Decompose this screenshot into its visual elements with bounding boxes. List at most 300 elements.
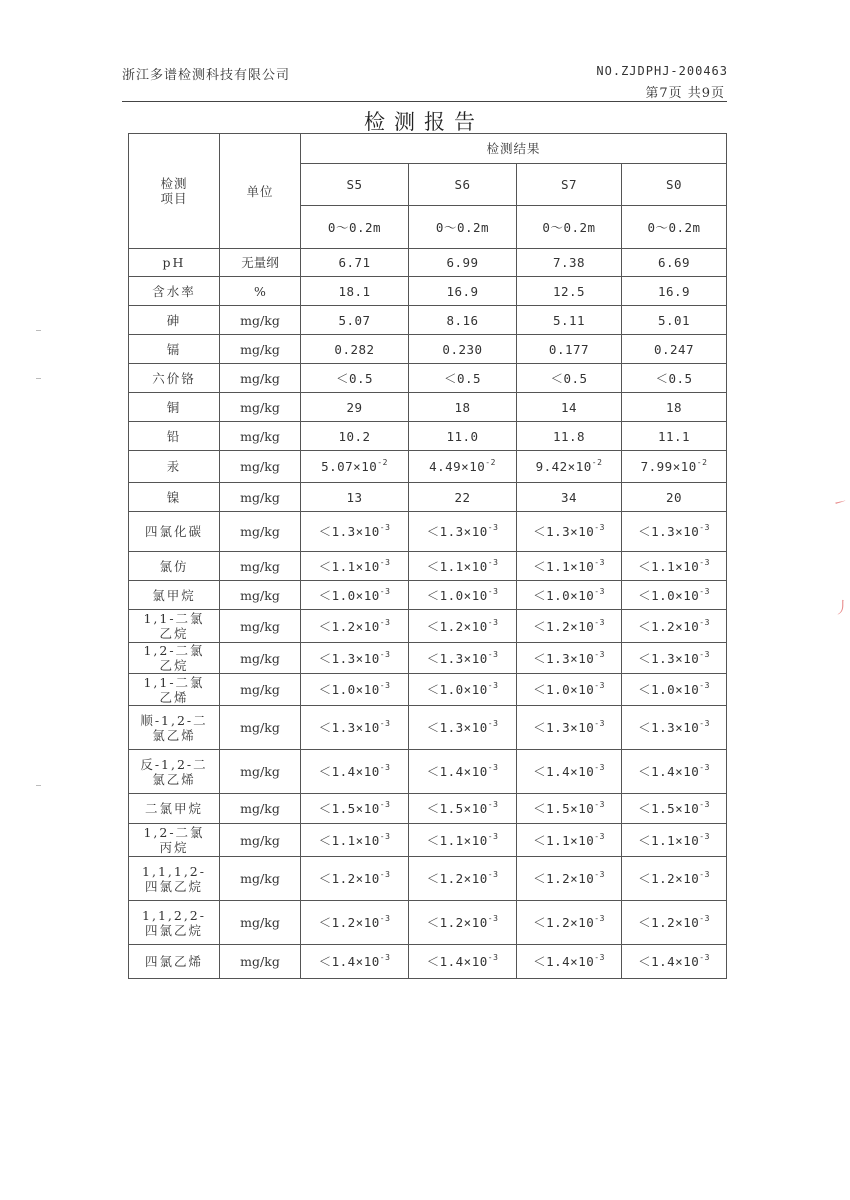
result-cell	[409, 335, 517, 364]
test-item-cell: 六价铬	[129, 364, 220, 393]
result-cell	[301, 249, 409, 277]
result-exponent: -3	[487, 557, 499, 567]
unit-cell: mg/kg	[220, 857, 301, 901]
result-value: 16.9	[446, 283, 479, 299]
result-cell	[409, 306, 517, 335]
test-item-cell: 二氯甲烷	[129, 794, 220, 824]
result-value: ＜1.1×10	[533, 832, 595, 848]
test-item-cell: pH	[129, 249, 220, 277]
result-value: ＜1.4×10	[638, 954, 700, 969]
result-exponent: -3	[487, 586, 499, 596]
result-exponent: -3	[699, 681, 710, 690]
result-cell	[409, 674, 517, 706]
result-exponent: -3	[487, 681, 499, 690]
unit-cell: mg/kg	[220, 750, 301, 794]
unit-cell: mg/kg	[220, 706, 301, 750]
result-cell	[517, 512, 622, 552]
result-value: ＜1.2×10	[426, 915, 488, 930]
result-exponent: -3	[699, 800, 710, 809]
result-cell	[301, 512, 409, 552]
table-row	[129, 610, 727, 643]
result-cell	[622, 393, 727, 422]
result-exponent: -3	[379, 914, 391, 923]
table-row	[129, 552, 727, 581]
result-cell	[517, 249, 622, 277]
document-number: NO.ZJDPHJ-200463	[596, 64, 728, 78]
unit-cell: mg/kg	[220, 794, 301, 824]
header-unit: 单位	[220, 134, 301, 249]
sample-header-s5: S5	[301, 164, 409, 206]
result-cell	[409, 610, 517, 643]
result-value: 20	[665, 489, 683, 505]
result-cell	[517, 306, 622, 335]
result-cell	[622, 422, 727, 451]
unit-cell: mg/kg	[220, 945, 301, 979]
result-cell	[409, 277, 517, 306]
result-cell	[301, 706, 409, 750]
test-item-cell: 1,2-二氯 丙烷	[129, 824, 220, 857]
result-cell	[409, 581, 517, 610]
result-cell	[517, 393, 622, 422]
result-exponent: -3	[487, 831, 499, 841]
result-value: ＜1.0×10	[426, 682, 488, 697]
result-cell	[517, 581, 622, 610]
result-value: 13	[346, 489, 363, 505]
result-cell	[409, 750, 517, 794]
result-cell	[301, 750, 409, 794]
result-cell	[301, 794, 409, 824]
result-exponent: -3	[487, 719, 499, 728]
result-exponent: -3	[699, 523, 710, 532]
result-value: 22	[454, 489, 471, 505]
result-value: ＜1.4×10	[426, 764, 488, 779]
result-cell	[301, 393, 409, 422]
result-value: 0.177	[548, 341, 590, 357]
result-cell	[622, 945, 727, 979]
result-cell	[622, 824, 727, 857]
result-exponent: -3	[487, 617, 499, 627]
table-row	[129, 306, 727, 335]
result-value: ＜1.3×10	[426, 524, 488, 539]
result-exponent: -3	[699, 953, 710, 962]
result-exponent: -3	[699, 557, 710, 567]
result-value: 34	[560, 489, 578, 505]
result-exponent: -3	[487, 953, 499, 962]
test-results-table	[128, 133, 727, 979]
result-value: 0.282	[334, 341, 375, 357]
result-value: 7.38	[552, 255, 586, 270]
result-exponent: -3	[699, 763, 710, 772]
unit-cell: mg/kg	[220, 422, 301, 451]
page-number: 第7页 共9页	[645, 86, 725, 101]
result-cell	[517, 610, 622, 643]
result-exponent: -3	[379, 557, 391, 567]
result-value: 11.0	[446, 428, 479, 444]
result-cell	[301, 422, 409, 451]
result-value: ＜0.5	[443, 370, 482, 386]
result-value: ＜1.3×10	[533, 650, 595, 666]
result-exponent: -3	[594, 523, 605, 532]
result-exponent: -3	[594, 953, 605, 962]
result-exponent: -3	[594, 870, 605, 879]
result-cell	[622, 451, 727, 483]
result-cell	[409, 451, 517, 483]
depth-cell: 0～0.2m	[517, 206, 622, 249]
result-cell	[517, 277, 622, 306]
result-cell	[517, 750, 622, 794]
result-value: 18.1	[338, 283, 371, 299]
result-value: ＜1.3×10	[638, 650, 700, 666]
result-value: 18	[454, 399, 471, 415]
result-value: 7.99×10	[640, 459, 697, 474]
test-item-cell: 四氯乙烯	[129, 945, 220, 979]
result-cell	[622, 277, 727, 306]
result-value: ＜1.0×10	[533, 587, 595, 603]
result-value: 11.8	[552, 428, 586, 444]
result-cell	[622, 249, 727, 277]
test-item-cell: 1,1-二氯 乙烷	[129, 610, 220, 643]
result-exponent: -3	[699, 617, 710, 627]
result-cell	[622, 857, 727, 901]
header-divider	[122, 101, 727, 102]
result-cell	[622, 335, 727, 364]
test-item-cell: 砷	[129, 306, 220, 335]
test-item-cell: 镉	[129, 335, 220, 364]
result-value: ＜1.5×10	[318, 801, 380, 816]
result-value: ＜1.2×10	[318, 871, 380, 886]
unit-cell: mg/kg	[220, 610, 301, 643]
result-value: ＜1.4×10	[318, 954, 380, 969]
result-exponent: -3	[594, 914, 605, 923]
result-value: 5.07×10	[321, 459, 378, 474]
result-exponent: -3	[594, 800, 605, 809]
result-value: ＜1.2×10	[426, 871, 488, 886]
result-cell	[517, 552, 622, 581]
result-value: ＜1.3×10	[318, 650, 380, 666]
table-row	[129, 277, 727, 306]
result-exponent: -3	[487, 763, 499, 772]
company-name: 浙江多谱检测科技有限公司	[122, 68, 291, 83]
header-results: 检测结果	[301, 134, 727, 164]
result-cell	[301, 945, 409, 979]
result-value: 16.9	[657, 283, 691, 299]
result-value: ＜1.1×10	[426, 558, 488, 574]
depth-cell: 0～0.2m	[409, 206, 517, 249]
margin-mark	[36, 330, 41, 331]
result-cell	[409, 512, 517, 552]
table-row	[129, 945, 727, 979]
result-cell	[517, 483, 622, 512]
unit-cell: mg/kg	[220, 451, 301, 483]
result-value: 11.1	[657, 428, 691, 444]
result-value: ＜1.0×10	[638, 682, 700, 697]
result-value: ＜1.2×10	[533, 871, 595, 886]
result-value: 6.71	[338, 255, 371, 270]
result-cell	[409, 824, 517, 857]
result-value: ＜1.4×10	[638, 764, 700, 779]
test-item-cell: 1,1,1,2- 四氯乙烷	[129, 857, 220, 901]
result-cell	[622, 794, 727, 824]
result-cell	[517, 643, 622, 674]
result-value: ＜1.3×10	[318, 720, 380, 735]
table-row	[129, 674, 727, 706]
result-cell	[409, 249, 517, 277]
test-item-cell: 铅	[129, 422, 220, 451]
result-exponent: -3	[594, 617, 605, 627]
result-value: 8.16	[446, 312, 479, 328]
result-cell	[301, 824, 409, 857]
table-row	[129, 750, 727, 794]
result-cell	[622, 674, 727, 706]
result-cell	[622, 643, 727, 674]
unit-cell: mg/kg	[220, 335, 301, 364]
test-item-cell: 氯仿	[129, 552, 220, 581]
result-exponent: -3	[594, 649, 605, 659]
result-value: 6.69	[657, 255, 691, 270]
depth-cell: 0～0.2m	[622, 206, 727, 249]
result-exponent: -3	[699, 870, 710, 879]
result-cell	[622, 306, 727, 335]
result-cell	[409, 901, 517, 945]
result-cell	[301, 483, 409, 512]
result-cell	[409, 364, 517, 393]
result-value: ＜1.1×10	[318, 832, 380, 848]
table-row	[129, 857, 727, 901]
test-item-cell: 四氯化碳	[129, 512, 220, 552]
result-value: 14	[560, 399, 578, 415]
table-row	[129, 512, 727, 552]
result-value: 4.49×10	[429, 459, 486, 474]
result-value: ＜1.0×10	[318, 682, 380, 697]
result-cell	[301, 277, 409, 306]
result-value: 0.230	[442, 341, 483, 357]
table-row	[129, 706, 727, 750]
unit-cell: mg/kg	[220, 364, 301, 393]
result-value: ＜1.3×10	[638, 524, 700, 539]
result-exponent: -3	[487, 800, 499, 809]
result-cell	[409, 483, 517, 512]
result-value: ＜1.5×10	[426, 801, 488, 816]
table-row	[129, 364, 727, 393]
unit-cell: mg/kg	[220, 674, 301, 706]
result-value: ＜1.3×10	[426, 650, 488, 666]
result-value: 9.42×10	[535, 459, 592, 474]
result-value: ＜1.0×10	[426, 587, 488, 603]
unit-cell: mg/kg	[220, 306, 301, 335]
result-value: ＜1.2×10	[533, 618, 595, 634]
test-item-cell: 1,1-二氯 乙烯	[129, 674, 220, 706]
result-exponent: -3	[699, 719, 710, 728]
unit-cell: mg/kg	[220, 901, 301, 945]
result-exponent: -3	[594, 763, 605, 772]
result-cell	[622, 483, 727, 512]
result-exponent: -3	[699, 586, 710, 596]
result-exponent: -2	[696, 458, 708, 467]
result-value: ＜1.5×10	[638, 801, 700, 816]
unit-cell: 无量纲	[220, 249, 301, 277]
unit-cell: mg/kg	[220, 512, 301, 552]
test-item-cell: 氯甲烷	[129, 581, 220, 610]
result-cell	[622, 610, 727, 643]
result-value: ＜1.0×10	[318, 587, 380, 603]
table-row	[129, 249, 727, 277]
result-cell	[517, 451, 622, 483]
result-value: 10.2	[338, 428, 371, 444]
table-row	[129, 901, 727, 945]
result-cell	[301, 306, 409, 335]
result-exponent: -3	[699, 649, 710, 659]
result-value: ＜1.1×10	[638, 832, 700, 848]
result-exponent: -3	[379, 681, 391, 690]
result-cell	[517, 901, 622, 945]
result-value: ＜1.2×10	[638, 915, 700, 930]
result-cell	[622, 552, 727, 581]
result-value: ＜1.3×10	[318, 524, 380, 539]
result-exponent: -2	[377, 458, 388, 467]
result-value: ＜1.4×10	[318, 764, 380, 779]
result-exponent: -3	[379, 523, 391, 532]
result-value: ＜1.4×10	[426, 954, 488, 969]
table-row	[129, 643, 727, 674]
result-value: ＜1.3×10	[638, 720, 700, 735]
result-exponent: -3	[594, 719, 605, 728]
table-row	[129, 451, 727, 483]
result-cell	[622, 512, 727, 552]
unit-cell: mg/kg	[220, 581, 301, 610]
result-value: ＜1.3×10	[533, 524, 595, 539]
result-cell	[409, 552, 517, 581]
result-value: ＜1.4×10	[533, 954, 595, 969]
result-cell	[517, 857, 622, 901]
result-value: ＜1.0×10	[638, 587, 700, 603]
sample-header-s7: S7	[517, 164, 622, 206]
test-item-cell: 镍	[129, 483, 220, 512]
result-value: ＜1.5×10	[533, 801, 595, 816]
result-value: ＜1.2×10	[318, 915, 380, 930]
result-exponent: -3	[379, 649, 391, 659]
report-title: 检测报告	[364, 110, 484, 134]
stamp-mark: 丿	[834, 598, 850, 617]
table-row	[129, 335, 727, 364]
result-cell	[517, 364, 622, 393]
result-value: 0.247	[653, 341, 695, 357]
table-row	[129, 422, 727, 451]
unit-cell: mg/kg	[220, 483, 301, 512]
test-item-cell: 顺-1,2-二 氯乙烯	[129, 706, 220, 750]
result-exponent: -3	[379, 719, 391, 728]
result-cell	[517, 824, 622, 857]
sample-header-s0: S0	[622, 164, 727, 206]
table-row	[129, 824, 727, 857]
result-exponent: -3	[699, 831, 710, 841]
result-cell	[301, 857, 409, 901]
result-exponent: -3	[594, 681, 605, 690]
result-value: ＜1.2×10	[426, 618, 488, 634]
result-cell	[409, 945, 517, 979]
result-exponent: -3	[379, 763, 391, 772]
result-cell	[622, 364, 727, 393]
result-value: ＜1.1×10	[638, 558, 700, 574]
result-cell	[301, 364, 409, 393]
result-cell	[301, 901, 409, 945]
result-cell	[301, 552, 409, 581]
result-value: ＜1.3×10	[533, 720, 595, 735]
result-cell	[409, 857, 517, 901]
result-exponent: -3	[379, 617, 391, 627]
test-item-cell: 含水率	[129, 277, 220, 306]
result-value: ＜0.5	[655, 370, 693, 386]
result-cell	[301, 335, 409, 364]
result-cell	[301, 581, 409, 610]
result-value: ＜1.2×10	[638, 618, 700, 634]
result-cell	[409, 422, 517, 451]
margin-mark	[36, 785, 41, 786]
sample-header-s6: S6	[409, 164, 517, 206]
result-value: ＜0.5	[335, 370, 374, 386]
result-cell	[409, 643, 517, 674]
stamp-mark: ㇀	[832, 493, 849, 512]
result-cell	[409, 794, 517, 824]
result-exponent: -3	[487, 870, 499, 879]
result-cell	[301, 643, 409, 674]
result-exponent: -3	[594, 831, 605, 841]
result-value: ＜1.1×10	[318, 558, 380, 574]
result-cell	[622, 706, 727, 750]
result-exponent: -3	[487, 649, 499, 659]
result-exponent: -3	[379, 870, 391, 879]
test-item-cell: 1,1,2,2- 四氯乙烷	[129, 901, 220, 945]
depth-cell: 0～0.2m	[301, 206, 409, 249]
result-value: ＜0.5	[550, 370, 588, 386]
result-cell	[622, 750, 727, 794]
result-cell	[301, 674, 409, 706]
header-test-item: 检测 项目	[129, 134, 220, 249]
unit-cell: mg/kg	[220, 552, 301, 581]
result-exponent: -3	[379, 953, 391, 962]
test-item-cell: 铜	[129, 393, 220, 422]
unit-cell: %	[220, 277, 301, 306]
result-value: 5.11	[552, 312, 586, 328]
result-value: ＜1.0×10	[533, 682, 595, 697]
result-cell	[517, 422, 622, 451]
result-cell	[301, 610, 409, 643]
result-value: 18	[665, 399, 683, 415]
test-item-cell: 反-1,2-二 氯乙烯	[129, 750, 220, 794]
result-value: ＜1.2×10	[318, 618, 380, 634]
unit-cell: mg/kg	[220, 393, 301, 422]
result-exponent: -3	[487, 523, 499, 532]
result-exponent: -3	[379, 831, 391, 841]
result-value: ＜1.1×10	[533, 558, 595, 574]
table-row	[129, 483, 727, 512]
result-value: ＜1.3×10	[426, 720, 488, 735]
result-exponent: -3	[379, 586, 391, 596]
result-cell	[409, 706, 517, 750]
result-exponent: -3	[487, 914, 499, 923]
result-value: ＜1.2×10	[533, 915, 595, 930]
result-cell	[301, 451, 409, 483]
result-value: 5.01	[657, 312, 691, 328]
result-cell	[517, 794, 622, 824]
result-cell	[517, 674, 622, 706]
table-row	[129, 581, 727, 610]
result-value: ＜1.2×10	[638, 871, 700, 886]
result-exponent: -2	[485, 458, 496, 467]
test-item-cell: 1,2-二氯 乙烷	[129, 643, 220, 674]
result-exponent: -3	[379, 800, 391, 809]
result-exponent: -2	[591, 458, 603, 467]
result-exponent: -3	[594, 557, 605, 567]
